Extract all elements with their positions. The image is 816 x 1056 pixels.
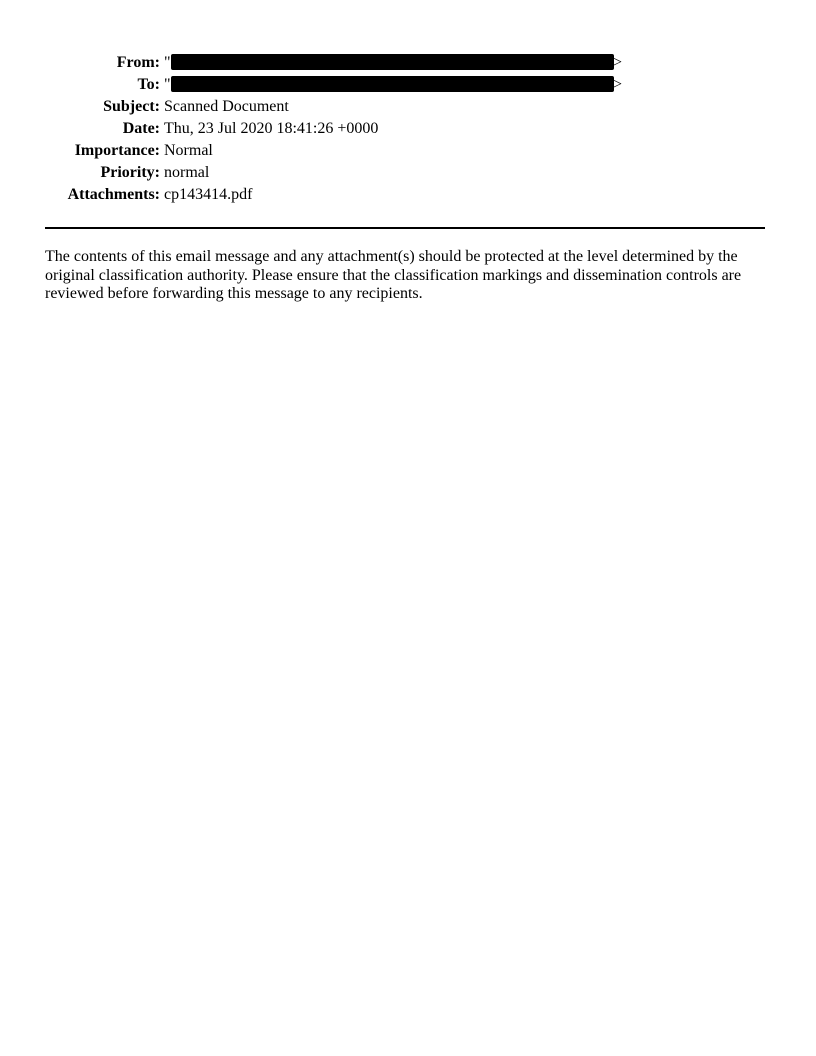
from-label: From: xyxy=(116,54,160,71)
attachment-filename: cp143414.pdf xyxy=(164,186,253,203)
header-row-subject xyxy=(0,96,816,118)
classification-disclaimer: The contents of this email message and any attachment(s) should be protected at the level determined by the original classification authority. Please ensure that the classification markings and dissemination controls are reviewed before forwarding this message to any recipients. xyxy=(45,248,742,302)
priority-label: Priority: xyxy=(100,164,160,181)
header-row-from xyxy=(0,52,816,74)
date-label: Date: xyxy=(122,120,160,137)
header-row-attachments xyxy=(0,184,816,206)
attachments-label: Attachments: xyxy=(67,186,160,203)
importance-label: Importance: xyxy=(74,142,160,159)
email-header-block xyxy=(0,52,816,206)
to-close-bracket: > xyxy=(613,76,623,93)
from-open-quote: " xyxy=(164,54,171,71)
header-row-priority xyxy=(0,162,816,184)
subject-label: Subject: xyxy=(103,98,160,115)
from-redaction-bar xyxy=(171,54,614,70)
header-divider xyxy=(45,227,765,229)
header-row-importance xyxy=(0,140,816,162)
subject-value: Scanned Document xyxy=(164,98,289,115)
to-label: To: xyxy=(137,76,160,93)
from-close-bracket: > xyxy=(613,54,623,71)
to-redaction-bar xyxy=(171,76,614,92)
priority-value: normal xyxy=(164,164,210,181)
header-row-to xyxy=(0,74,816,96)
header-row-date xyxy=(0,118,816,140)
to-open-quote: " xyxy=(164,76,171,93)
date-value: Thu, 23 Jul 2020 18:41:26 +0000 xyxy=(164,120,379,137)
importance-value: Normal xyxy=(164,142,213,159)
